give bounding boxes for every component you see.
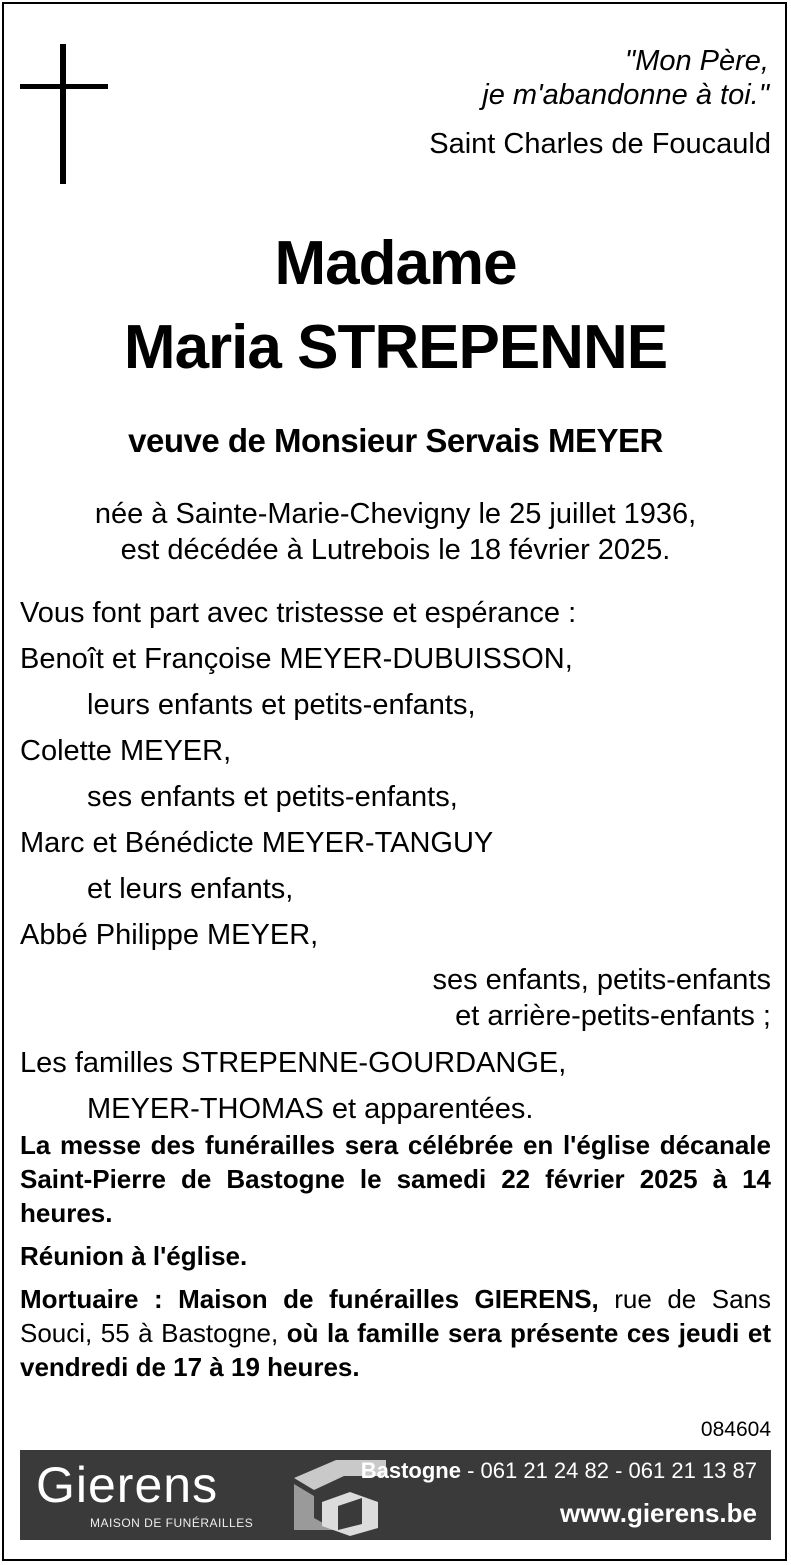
widow-of: veuve de Monsieur Servais MEYER [128,422,663,459]
contact-town: Bastogne [360,1458,461,1483]
family-intro: Vous font part avec tristesse et espérance : [20,597,577,629]
company-tagline: MAISON DE FUNÉRAILLES [90,1516,254,1530]
family-line: Colette MEYER, [20,735,232,767]
family-line: Marc et Bénédicte MEYER-TANGUY [20,827,494,859]
deceased-title: Madame [274,229,517,298]
quote-line-1: "Mon Père, [624,45,769,77]
life-dates [0,496,791,568]
family-list [20,590,771,1132]
funeral-mass: La messe des funérailles sera célébrée en l'église décanale Saint-Pierre de Bastogne le samedi 22 février 2025 à 14 heures. [20,1130,771,1228]
family-line: ses enfants et petits-enfants, [87,781,458,813]
family-line: MEYER-THOMAS et apparentées. [87,1093,534,1125]
family-line: et leurs enfants, [87,873,294,905]
family-line: Benoît et Françoise MEYER-DUBUISSON, [20,643,573,675]
mortuary-hours: où la famille sera présente ces jeudi et vendredi de 17 à 19 heures. [20,1318,771,1382]
reference-number: 084604 [700,1418,771,1441]
ceremony-info [20,1128,771,1393]
contact-phones: - 061 21 24 82 - 061 21 13 87 [460,1458,757,1483]
quote-line-2: je m'abandonne à toi." [482,79,769,111]
family-line: Les familles STREPENNE-GOURDANGE, [20,1047,567,1079]
quote [482,44,769,112]
mortuary [20,1282,771,1384]
funeral-home-banner [20,1450,771,1540]
contact-line [361,1458,757,1484]
mortuary-name: Mortuaire : Maison de funérailles GIERENS, [20,1284,599,1314]
birth-line: née à Sainte-Marie-Chevigny le 25 juillet 1936, [94,498,697,530]
family-line: ses enfants, petits-enfants [432,964,771,996]
quote-author: Saint Charles de Foucauld [429,128,771,160]
mortuary-address: rue de Sans Souci, 55 à Bastogne, [20,1284,771,1348]
family-line: Abbé Philippe MEYER, [20,919,319,951]
meeting-place: Réunion à l'église. [20,1241,248,1271]
family-line: leurs enfants et petits-enfants, [87,689,476,721]
death-line: est décédée à Lutrebois le 18 février 2025. [120,534,671,566]
deceased-fullname: Maria STREPENNE [123,313,668,382]
family-line: et arrière-petits-enfants ; [455,1000,771,1032]
company-logo: Gierens [36,1457,219,1513]
deceased-name [0,222,791,390]
website-link[interactable]: www.gierens.be [560,1498,757,1528]
